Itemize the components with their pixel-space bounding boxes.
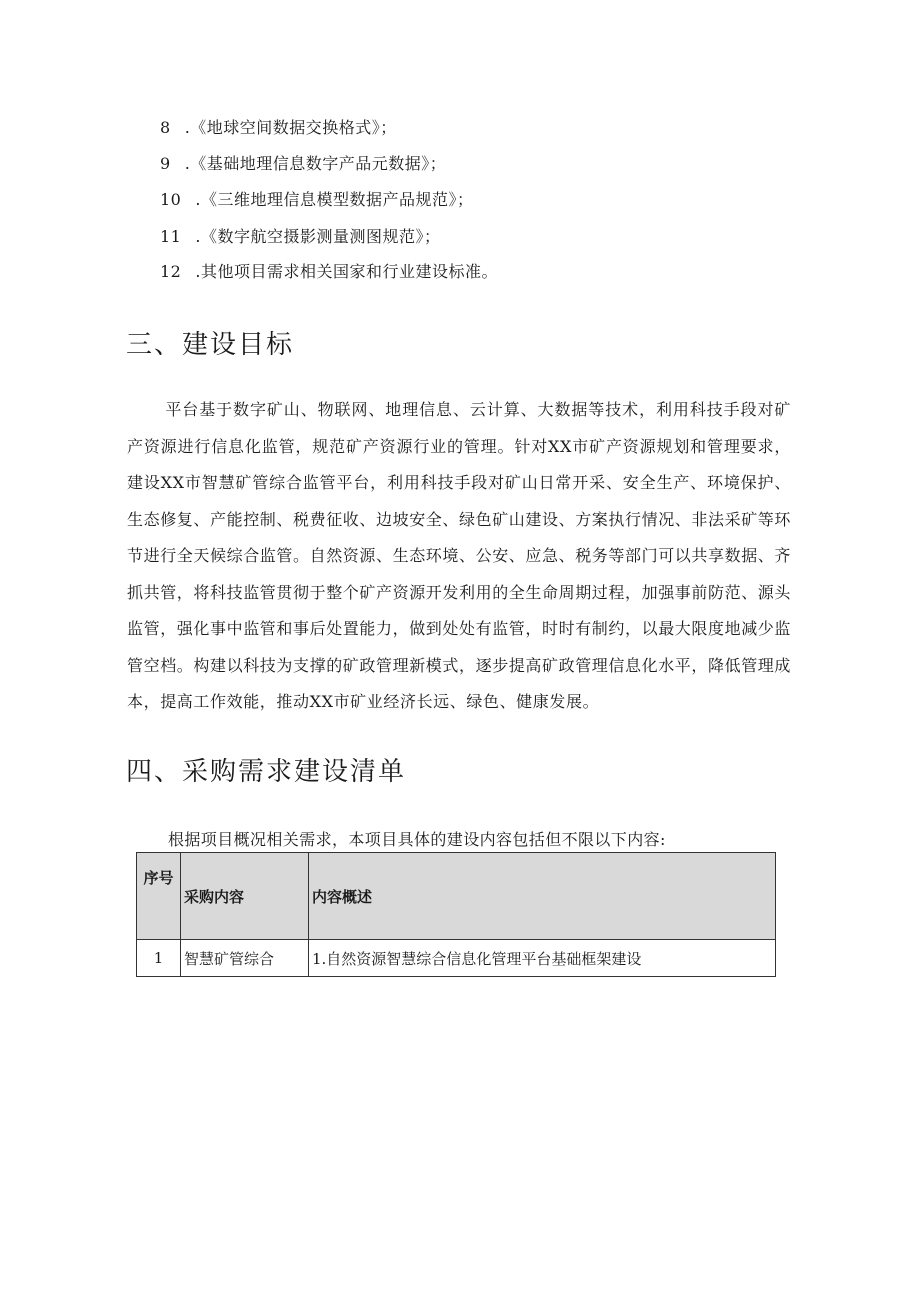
standards-list-item [160, 226, 440, 248]
goals-paragraph: 平台基于数字矿山、物联网、地理信息、云计算、大数据等技术，利用科技手段对矿产资源进行信息化监管，规范矿产资源行业的管理。针对XX市矿产资源规划和管理要求，建设XX市智慧矿管综合监管平台，利用科技手段对矿山日常开采、安全生产、环境保护、生态修复、产能控制、税费征收、边坡安全、绿色矿山建设、方案执行情况、非法采矿等环节进行全天候综合监管。自然资源、生态环境、公安、应急、税务等部门可以共享数据、齐抓共管，将科技监管贯彻于整个矿产资源开发利用的全生命周期过程，加强事前防范、源头监管，强化事中监管和事后处置能力，做到处处有监管，时时有制约，以最大限度地减少监管空档。构建以科技为支撑的矿政管理新模式，逐步提高矿政管理信息化水平，降低管理成本，提高工作效能，推动XX市矿业经济长远、绿色、健康发展。 [127, 400, 792, 711]
standards-list-item [160, 189, 473, 211]
list-number: 8 [160, 118, 171, 137]
list-text: .其他项目需求相关国家和行业建设标准。 [195, 262, 498, 281]
procurement-table [136, 852, 776, 977]
list-text: .《基础地理信息数字产品元数据》； [184, 154, 447, 173]
header-serial: 序号 [137, 853, 181, 940]
standards-list-item [160, 117, 397, 139]
list-number: 10 [160, 190, 182, 209]
section-heading-goals: 三、建设目标 [126, 330, 295, 360]
standards-list-item [160, 261, 498, 283]
procurement-intro: 根据项目概况相关需求，本项目具体的建设内容包括但不限以下内容: [168, 830, 666, 849]
cell-serial: 1 [137, 940, 181, 977]
list-number: 11 [160, 227, 182, 246]
cell-summary: 1.自然资源智慧综合信息化管理平台基础框架建设 [309, 940, 776, 977]
list-number: 9 [160, 154, 171, 173]
list-text: .《数字航空摄影测量测图规范》； [195, 227, 441, 246]
list-text: .《三维地理信息模型数据产品规范》； [195, 190, 474, 209]
list-text: .《地球空间数据交换格式》； [184, 118, 397, 137]
header-content: 采购内容 [181, 853, 309, 940]
header-summary: 内容概述 [309, 853, 776, 940]
table-row [137, 940, 776, 977]
cell-content: 智慧矿管综合 [181, 940, 309, 977]
table-header-row [137, 853, 776, 940]
standards-list-item [160, 153, 446, 175]
list-number: 12 [160, 262, 182, 281]
section-heading-procurement: 四、采购需求建设清单 [126, 757, 407, 787]
